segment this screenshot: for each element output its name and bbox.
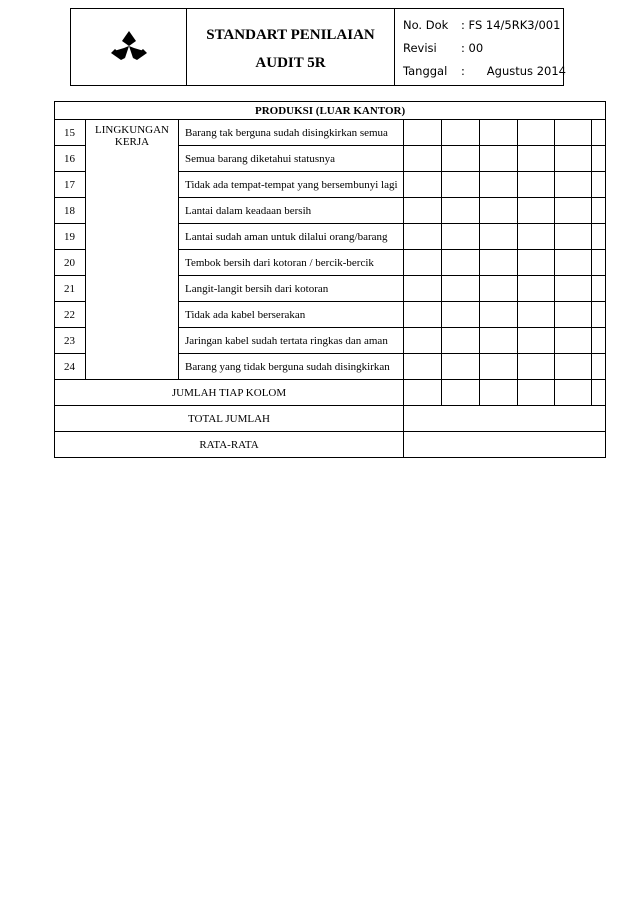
score-cell[interactable] bbox=[442, 224, 480, 250]
score-cell[interactable] bbox=[518, 250, 555, 276]
date-row bbox=[403, 64, 566, 78]
item-number: 23 bbox=[55, 328, 86, 354]
item-number: 19 bbox=[55, 224, 86, 250]
score-cell[interactable] bbox=[592, 224, 606, 250]
average-value-cell[interactable] bbox=[404, 432, 606, 458]
score-cell[interactable] bbox=[518, 354, 555, 380]
doc-no-row bbox=[403, 18, 560, 32]
score-cell[interactable] bbox=[518, 328, 555, 354]
revision-label: Revisi bbox=[403, 41, 437, 55]
item-number: 20 bbox=[55, 250, 86, 276]
item-description: Lantai sudah aman untuk dilalui orang/barang bbox=[179, 224, 404, 250]
item-number: 18 bbox=[55, 198, 86, 224]
column-sum-cell[interactable] bbox=[442, 380, 480, 406]
column-sum-cell[interactable] bbox=[404, 380, 442, 406]
average-row bbox=[55, 432, 606, 458]
item-number: 21 bbox=[55, 276, 86, 302]
score-cell[interactable] bbox=[442, 328, 480, 354]
score-cell[interactable] bbox=[518, 302, 555, 328]
score-cell[interactable] bbox=[592, 172, 606, 198]
score-cell[interactable] bbox=[442, 250, 480, 276]
score-cell[interactable] bbox=[592, 250, 606, 276]
score-cell[interactable] bbox=[404, 224, 442, 250]
score-cell[interactable] bbox=[592, 302, 606, 328]
title-line-1: STANDART PENILAIAN bbox=[206, 27, 375, 43]
score-cell[interactable] bbox=[518, 120, 555, 146]
score-cell[interactable] bbox=[480, 172, 518, 198]
score-cell[interactable] bbox=[404, 250, 442, 276]
score-cell[interactable] bbox=[555, 120, 592, 146]
score-cell[interactable] bbox=[518, 276, 555, 302]
score-cell[interactable] bbox=[518, 146, 555, 172]
total-value-cell[interactable] bbox=[404, 406, 606, 432]
score-cell[interactable] bbox=[592, 354, 606, 380]
title-line-2: AUDIT 5R bbox=[255, 55, 326, 71]
column-sum-cell[interactable] bbox=[518, 380, 555, 406]
section-title: PRODUKSI (LUAR KANTOR) bbox=[55, 102, 606, 120]
item-number: 17 bbox=[55, 172, 86, 198]
score-cell[interactable] bbox=[404, 172, 442, 198]
date-value: : Agustus 2014 bbox=[461, 64, 566, 78]
score-cell[interactable] bbox=[404, 146, 442, 172]
score-cell[interactable] bbox=[555, 172, 592, 198]
score-cell[interactable] bbox=[442, 302, 480, 328]
score-cell[interactable] bbox=[592, 276, 606, 302]
score-cell[interactable] bbox=[442, 276, 480, 302]
score-cell[interactable] bbox=[480, 276, 518, 302]
item-description: Barang yang tidak berguna sudah disingkirkan bbox=[179, 354, 404, 380]
item-number: 16 bbox=[55, 146, 86, 172]
score-cell[interactable] bbox=[555, 224, 592, 250]
total-row bbox=[55, 406, 606, 432]
score-cell[interactable] bbox=[592, 120, 606, 146]
logo-cell bbox=[71, 9, 187, 85]
score-cell[interactable] bbox=[404, 120, 442, 146]
score-cell[interactable] bbox=[592, 146, 606, 172]
score-cell[interactable] bbox=[592, 198, 606, 224]
score-cell[interactable] bbox=[480, 146, 518, 172]
column-sum-cell[interactable] bbox=[480, 380, 518, 406]
score-cell[interactable] bbox=[480, 302, 518, 328]
score-cell[interactable] bbox=[592, 328, 606, 354]
score-cell[interactable] bbox=[518, 224, 555, 250]
score-cell[interactable] bbox=[442, 198, 480, 224]
doc-no-label: No. Dok bbox=[403, 18, 449, 32]
item-description: Semua barang diketahui statusnya bbox=[179, 146, 404, 172]
average-label: RATA-RATA bbox=[55, 432, 404, 458]
item-description: Tembok bersih dari kotoran / bercik-bercik bbox=[179, 250, 404, 276]
revision-value: : 00 bbox=[461, 41, 484, 55]
total-label: TOTAL JUMLAH bbox=[55, 406, 404, 432]
document-meta bbox=[401, 9, 566, 85]
document-title bbox=[187, 9, 395, 85]
score-cell[interactable] bbox=[442, 120, 480, 146]
score-cell[interactable] bbox=[404, 276, 442, 302]
score-cell[interactable] bbox=[480, 224, 518, 250]
score-cell[interactable] bbox=[518, 198, 555, 224]
score-cell[interactable] bbox=[555, 276, 592, 302]
score-cell[interactable] bbox=[442, 172, 480, 198]
score-cell[interactable] bbox=[480, 354, 518, 380]
assessment-table bbox=[54, 101, 606, 458]
doc-no-value: : FS 14/5RK3/001 bbox=[461, 18, 561, 32]
score-cell[interactable] bbox=[404, 328, 442, 354]
column-sum-cell[interactable] bbox=[592, 380, 606, 406]
score-cell[interactable] bbox=[555, 146, 592, 172]
three-blade-logo-icon bbox=[111, 31, 147, 63]
item-number: 15 bbox=[55, 120, 86, 146]
section-header-row bbox=[55, 102, 606, 120]
item-description: Tidak ada kabel berserakan bbox=[179, 302, 404, 328]
column-sum-label: JUMLAH TIAP KOLOM bbox=[55, 380, 404, 406]
item-description: Jaringan kabel sudah tertata ringkas dan aman bbox=[179, 328, 404, 354]
score-cell[interactable] bbox=[555, 198, 592, 224]
score-cell[interactable] bbox=[404, 302, 442, 328]
item-description: Barang tak berguna sudah disingkirkan semua bbox=[179, 120, 404, 146]
item-number: 24 bbox=[55, 354, 86, 380]
score-cell[interactable] bbox=[480, 198, 518, 224]
column-sum-row bbox=[55, 380, 606, 406]
score-cell[interactable] bbox=[480, 328, 518, 354]
score-cell[interactable] bbox=[404, 198, 442, 224]
score-cell[interactable] bbox=[555, 250, 592, 276]
score-cell[interactable] bbox=[555, 328, 592, 354]
item-description: Lantai dalam keadaan bersih bbox=[179, 198, 404, 224]
score-cell[interactable] bbox=[518, 172, 555, 198]
item-description: Tidak ada tempat-tempat yang bersembunyi lagi bbox=[179, 172, 404, 198]
item-number: 22 bbox=[55, 302, 86, 328]
score-cell[interactable] bbox=[480, 120, 518, 146]
score-cell[interactable] bbox=[555, 354, 592, 380]
category-cell: LINGKUNGAN KERJA bbox=[86, 120, 179, 380]
score-cell[interactable] bbox=[480, 250, 518, 276]
table-row bbox=[55, 120, 606, 146]
revision-row bbox=[403, 41, 483, 55]
date-label: Tanggal bbox=[403, 64, 448, 78]
item-description: Langit-langit bersih dari kotoran bbox=[179, 276, 404, 302]
score-cell[interactable] bbox=[404, 354, 442, 380]
score-cell[interactable] bbox=[442, 146, 480, 172]
score-cell[interactable] bbox=[442, 354, 480, 380]
document-header bbox=[70, 8, 564, 86]
column-sum-cell[interactable] bbox=[555, 380, 592, 406]
score-cell[interactable] bbox=[555, 302, 592, 328]
